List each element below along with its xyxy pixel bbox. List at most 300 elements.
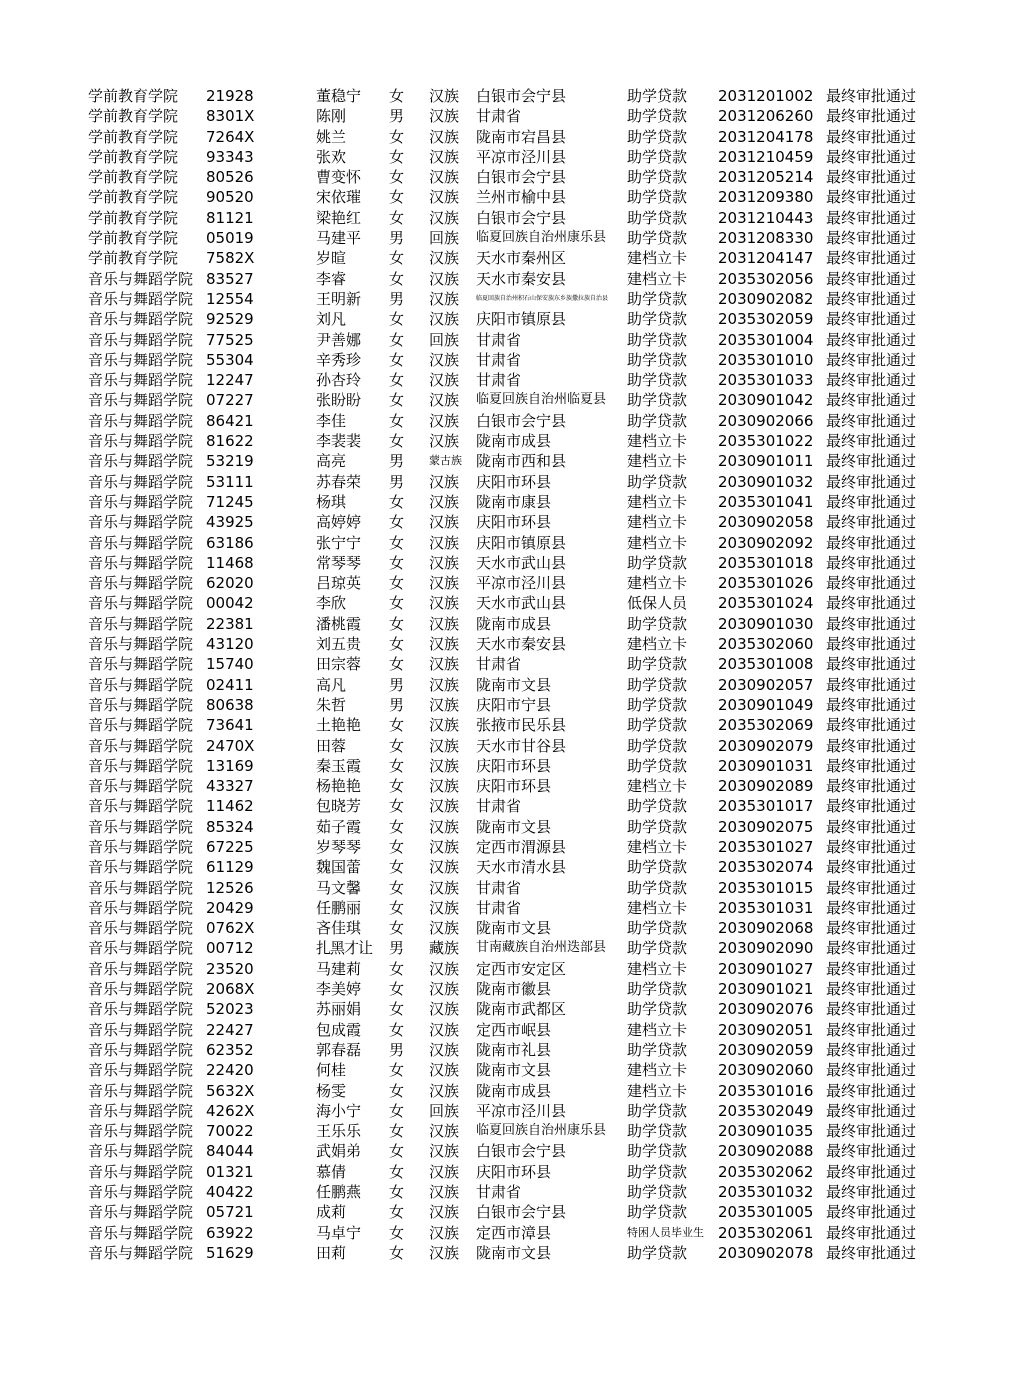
table-row	[88, 979, 948, 999]
cell-type: 建档立卡	[627, 513, 688, 532]
cell-college: 音乐与舞蹈学院	[88, 350, 194, 369]
cell-place: 庆阳市环县	[476, 756, 552, 775]
cell-gender: 女	[389, 878, 405, 897]
cell-type: 助学贷款	[627, 939, 688, 958]
cell-college: 音乐与舞蹈学院	[88, 1203, 194, 1222]
cell-gender: 女	[389, 817, 405, 836]
cell-name: 刘五贵	[316, 635, 362, 654]
cell-type: 助学贷款	[627, 411, 688, 430]
cell-place: 天水市甘谷县	[476, 736, 567, 755]
cell-name: 孙杏玲	[316, 371, 362, 390]
cell-name: 曹变怀	[316, 168, 362, 187]
table-row	[88, 736, 948, 756]
cell-place: 陇南市宕昌县	[476, 127, 567, 146]
cell-place: 天水市秦安县	[476, 635, 567, 654]
cell-nation: 汉族	[429, 87, 460, 105]
table-row	[88, 248, 948, 268]
cell-type: 助学贷款	[627, 391, 688, 410]
cell-type: 助学贷款	[627, 1142, 688, 1161]
cell-code: 2030902066	[718, 411, 814, 430]
cell-name: 田宗蓉	[316, 655, 362, 674]
cell-status: 最终审批通过	[826, 1000, 917, 1019]
cell-id: 0762X	[206, 919, 255, 938]
cell-id: 22381	[206, 614, 254, 633]
cell-name: 张宁宁	[316, 533, 362, 552]
cell-status: 最终审批通过	[826, 229, 917, 248]
cell-status: 最终审批通过	[826, 432, 917, 451]
cell-id: 12247	[206, 371, 254, 390]
cell-nation: 汉族	[429, 797, 460, 816]
cell-place: 白银市会宁县	[476, 168, 567, 187]
cell-gender: 男	[389, 452, 405, 471]
cell-place: 兰州市榆中县	[476, 188, 567, 207]
cell-id: 21928	[206, 87, 254, 105]
table-row	[88, 187, 948, 207]
table-row	[88, 614, 948, 634]
cell-type: 特困人员毕业生	[627, 1225, 704, 1239]
cell-id: 7582X	[206, 249, 255, 268]
cell-place: 甘南藏族自治州迭部县	[476, 940, 607, 956]
cell-status: 最终审批通过	[826, 107, 917, 126]
cell-place: 陇南市成县	[476, 614, 552, 633]
table-row	[88, 1040, 948, 1060]
cell-place: 甘肃省	[476, 330, 522, 349]
cell-type: 建档立卡	[627, 777, 688, 796]
cell-nation: 汉族	[429, 898, 460, 917]
cell-code: 2030901030	[718, 614, 814, 633]
cell-college: 音乐与舞蹈学院	[88, 919, 194, 938]
cell-id: 43925	[206, 513, 254, 532]
cell-place: 甘肃省	[476, 898, 522, 917]
cell-name: 李睿	[316, 269, 347, 288]
cell-gender: 男	[389, 695, 405, 714]
cell-nation: 汉族	[429, 594, 460, 613]
cell-code: 2035302074	[718, 858, 814, 877]
cell-type: 助学贷款	[627, 655, 688, 674]
cell-name: 张欢	[316, 147, 347, 166]
cell-id: 84044	[206, 1142, 254, 1161]
cell-code: 2035301031	[718, 898, 814, 917]
table-row	[88, 431, 948, 451]
cell-code: 2035301010	[718, 350, 814, 369]
table-row	[88, 918, 948, 938]
cell-gender: 女	[389, 1081, 405, 1100]
cell-status: 最终审批通过	[826, 1203, 917, 1222]
table-row	[88, 756, 948, 776]
cell-college: 音乐与舞蹈学院	[88, 310, 194, 329]
cell-gender: 女	[389, 574, 405, 593]
cell-gender: 女	[389, 858, 405, 877]
cell-id: 05721	[206, 1203, 254, 1222]
cell-place: 平凉市泾川县	[476, 1101, 567, 1120]
cell-type: 助学贷款	[627, 229, 688, 248]
cell-college: 音乐与舞蹈学院	[88, 1000, 194, 1019]
cell-college: 音乐与舞蹈学院	[88, 289, 194, 308]
cell-type: 助学贷款	[627, 756, 688, 775]
cell-code: 2030901049	[718, 695, 814, 714]
cell-gender: 女	[389, 1061, 405, 1080]
cell-type: 低保人员	[627, 594, 688, 613]
cell-status: 最终审批通过	[826, 1081, 917, 1100]
cell-nation: 汉族	[429, 1223, 460, 1242]
cell-name: 吝佳琪	[316, 919, 362, 938]
cell-id: 81121	[206, 208, 254, 227]
cell-code: 2035301008	[718, 655, 814, 674]
cell-nation: 回族	[429, 330, 460, 349]
cell-status: 最终审批通过	[826, 837, 917, 856]
table-row	[88, 938, 948, 958]
table-row	[88, 208, 948, 228]
cell-status: 最终审批通过	[826, 736, 917, 755]
cell-nation: 汉族	[429, 1020, 460, 1039]
cell-nation: 汉族	[429, 614, 460, 633]
cell-gender: 女	[389, 350, 405, 369]
table-row	[88, 959, 948, 979]
cell-code: 2030902076	[718, 1000, 814, 1019]
cell-nation: 汉族	[429, 1122, 460, 1141]
cell-college: 音乐与舞蹈学院	[88, 959, 194, 978]
cell-nation: 汉族	[429, 695, 460, 714]
cell-college: 音乐与舞蹈学院	[88, 553, 194, 572]
cell-type: 助学贷款	[627, 1101, 688, 1120]
cell-code: 2030902058	[718, 513, 814, 532]
cell-type: 助学贷款	[627, 675, 688, 694]
cell-place: 甘肃省	[476, 107, 522, 126]
cell-type: 助学贷款	[627, 330, 688, 349]
cell-nation: 汉族	[429, 289, 460, 308]
cell-code: 2030902088	[718, 1142, 814, 1161]
cell-name: 李佳	[316, 411, 347, 430]
cell-id: 86421	[206, 411, 254, 430]
cell-type: 助学贷款	[627, 553, 688, 572]
cell-status: 最终审批通过	[826, 817, 917, 836]
table-row	[88, 715, 948, 735]
cell-type: 建档立卡	[627, 1081, 688, 1100]
cell-name: 辛秀珍	[316, 350, 362, 369]
cell-name: 马建莉	[316, 959, 362, 978]
cell-type: 助学贷款	[627, 350, 688, 369]
table-row	[88, 837, 948, 857]
cell-id: 62020	[206, 574, 254, 593]
cell-nation: 汉族	[429, 310, 460, 329]
cell-type: 助学贷款	[627, 736, 688, 755]
cell-college: 音乐与舞蹈学院	[88, 452, 194, 471]
cell-gender: 女	[389, 1203, 405, 1222]
cell-type: 助学贷款	[627, 614, 688, 633]
cell-place: 陇南市礼县	[476, 1040, 552, 1059]
cell-place: 庆阳市环县	[476, 513, 552, 532]
cell-gender: 女	[389, 898, 405, 917]
cell-place: 甘肃省	[476, 878, 522, 897]
cell-gender: 女	[389, 492, 405, 511]
cell-status: 最终审批通过	[826, 371, 917, 390]
cell-status: 最终审批通过	[826, 87, 917, 105]
cell-code: 2035301015	[718, 878, 814, 897]
cell-type: 建档立卡	[627, 635, 688, 654]
cell-code: 2035301024	[718, 594, 814, 613]
cell-college: 音乐与舞蹈学院	[88, 858, 194, 877]
cell-place: 陇南市成县	[476, 432, 552, 451]
cell-status: 最终审批通过	[826, 939, 917, 958]
cell-id: 02411	[206, 675, 254, 694]
cell-type: 助学贷款	[627, 1000, 688, 1019]
cell-name: 李裴裴	[316, 432, 362, 451]
cell-id: 07227	[206, 391, 254, 410]
cell-type: 助学贷款	[627, 695, 688, 714]
cell-place: 白银市会宁县	[476, 1142, 567, 1161]
cell-place: 陇南市徽县	[476, 980, 552, 999]
cell-name: 张盼盼	[316, 391, 362, 410]
cell-id: 52023	[206, 1000, 254, 1019]
cell-college: 学前教育学院	[88, 229, 179, 248]
cell-code: 2031209380	[718, 188, 814, 207]
cell-status: 最终审批通过	[826, 716, 917, 735]
cell-college: 音乐与舞蹈学院	[88, 1122, 194, 1141]
cell-nation: 汉族	[429, 492, 460, 511]
cell-name: 李美婷	[316, 980, 362, 999]
cell-id: 4262X	[206, 1101, 255, 1120]
cell-type: 助学贷款	[627, 310, 688, 329]
cell-id: 2470X	[206, 736, 255, 755]
cell-college: 音乐与舞蹈学院	[88, 330, 194, 349]
cell-id: 12526	[206, 878, 254, 897]
table-row	[88, 898, 948, 918]
cell-status: 最终审批通过	[826, 208, 917, 227]
cell-type: 助学贷款	[627, 817, 688, 836]
cell-status: 最终审批通过	[826, 980, 917, 999]
cell-college: 音乐与舞蹈学院	[88, 756, 194, 775]
cell-gender: 女	[389, 1020, 405, 1039]
cell-code: 2030902060	[718, 1061, 814, 1080]
cell-nation: 汉族	[429, 574, 460, 593]
cell-id: 83527	[206, 269, 254, 288]
cell-name: 王乐乐	[316, 1122, 362, 1141]
cell-code: 2030902075	[718, 817, 814, 836]
cell-gender: 女	[389, 87, 405, 105]
cell-gender: 女	[389, 513, 405, 532]
cell-place: 平凉市泾川县	[476, 574, 567, 593]
cell-college: 音乐与舞蹈学院	[88, 878, 194, 897]
cell-gender: 女	[389, 432, 405, 451]
cell-gender: 男	[389, 472, 405, 491]
cell-place: 庆阳市镇原县	[476, 310, 567, 329]
cell-code: 2030902089	[718, 777, 814, 796]
cell-place: 定西市安定区	[476, 959, 567, 978]
cell-place: 白银市会宁县	[476, 208, 567, 227]
cell-code: 2035301016	[718, 1081, 814, 1100]
cell-gender: 女	[389, 756, 405, 775]
cell-name: 姚兰	[316, 127, 347, 146]
cell-type: 助学贷款	[627, 1203, 688, 1222]
cell-nation: 汉族	[429, 1243, 460, 1262]
cell-code: 2030902078	[718, 1243, 814, 1262]
cell-nation: 汉族	[429, 208, 460, 227]
cell-code: 2035301041	[718, 492, 814, 511]
cell-name: 田莉	[316, 1243, 347, 1262]
cell-nation: 汉族	[429, 878, 460, 897]
cell-name: 成莉	[316, 1203, 347, 1222]
cell-place: 庆阳市环县	[476, 777, 552, 796]
cell-id: 8301X	[206, 107, 255, 126]
cell-place: 白银市会宁县	[476, 1203, 567, 1222]
table-row	[88, 593, 948, 613]
cell-place: 陇南市康县	[476, 492, 552, 511]
cell-gender: 女	[389, 188, 405, 207]
cell-code: 2035302061	[718, 1223, 814, 1242]
cell-code: 2031210459	[718, 147, 814, 166]
cell-id: 22420	[206, 1061, 254, 1080]
cell-code: 2030902092	[718, 533, 814, 552]
cell-college: 音乐与舞蹈学院	[88, 1020, 194, 1039]
cell-name: 刘凡	[316, 310, 347, 329]
cell-gender: 男	[389, 289, 405, 308]
cell-id: 53219	[206, 452, 254, 471]
cell-status: 最终审批通过	[826, 675, 917, 694]
table-row	[88, 492, 948, 512]
cell-gender: 女	[389, 614, 405, 633]
cell-type: 助学贷款	[627, 371, 688, 390]
cell-id: 22427	[206, 1020, 254, 1039]
cell-college: 学前教育学院	[88, 127, 179, 146]
cell-name: 苏春荣	[316, 472, 362, 491]
cell-gender: 女	[389, 208, 405, 227]
cell-gender: 女	[389, 1243, 405, 1262]
cell-college: 音乐与舞蹈学院	[88, 391, 194, 410]
cell-name: 马建平	[316, 229, 362, 248]
table-row	[88, 228, 948, 248]
cell-nation: 汉族	[429, 1162, 460, 1181]
cell-status: 最终审批通过	[826, 249, 917, 268]
cell-name: 常琴琴	[316, 553, 362, 572]
table-row	[88, 289, 948, 309]
cell-gender: 男	[389, 1040, 405, 1059]
table-row	[88, 330, 948, 350]
cell-name: 扎黑才让	[316, 939, 373, 958]
cell-status: 最终审批通过	[826, 1183, 917, 1202]
cell-place: 定西市岷县	[476, 1020, 552, 1039]
cell-college: 音乐与舞蹈学院	[88, 898, 194, 917]
cell-college: 音乐与舞蹈学院	[88, 980, 194, 999]
cell-college: 音乐与舞蹈学院	[88, 695, 194, 714]
cell-status: 最终审批通过	[826, 1162, 917, 1181]
cell-nation: 回族	[429, 229, 460, 248]
cell-college: 音乐与舞蹈学院	[88, 594, 194, 613]
cell-name: 慕倩	[316, 1162, 347, 1181]
cell-nation: 汉族	[429, 635, 460, 654]
cell-place: 陇南市文县	[476, 1061, 552, 1080]
cell-id: 13169	[206, 756, 254, 775]
cell-nation: 汉族	[429, 1061, 460, 1080]
cell-college: 音乐与舞蹈学院	[88, 574, 194, 593]
cell-college: 音乐与舞蹈学院	[88, 492, 194, 511]
cell-place: 甘肃省	[476, 371, 522, 390]
cell-type: 建档立卡	[627, 452, 688, 471]
cell-id: 2068X	[206, 980, 255, 999]
cell-place: 陇南市文县	[476, 817, 552, 836]
cell-nation: 汉族	[429, 533, 460, 552]
cell-status: 最终审批通过	[826, 127, 917, 146]
cell-college: 学前教育学院	[88, 147, 179, 166]
cell-college: 音乐与舞蹈学院	[88, 797, 194, 816]
cell-type: 建档立卡	[627, 959, 688, 978]
cell-gender: 女	[389, 411, 405, 430]
cell-code: 2031210443	[718, 208, 814, 227]
cell-id: 00042	[206, 594, 254, 613]
cell-code: 2035301022	[718, 432, 814, 451]
cell-status: 最终审批通过	[826, 777, 917, 796]
cell-code: 2031206260	[718, 107, 814, 126]
table-row	[88, 512, 948, 532]
cell-id: 51629	[206, 1243, 254, 1262]
cell-gender: 女	[389, 371, 405, 390]
approval-list	[88, 86, 948, 1263]
cell-place: 天水市清水县	[476, 858, 567, 877]
cell-type: 建档立卡	[627, 533, 688, 552]
cell-status: 最终审批通过	[826, 1020, 917, 1039]
cell-code: 2030901021	[718, 980, 814, 999]
cell-college: 音乐与舞蹈学院	[88, 371, 194, 390]
cell-nation: 汉族	[429, 127, 460, 146]
cell-nation: 汉族	[429, 817, 460, 836]
cell-college: 音乐与舞蹈学院	[88, 513, 194, 532]
cell-code: 2035301018	[718, 553, 814, 572]
cell-nation: 汉族	[429, 1142, 460, 1161]
cell-college: 音乐与舞蹈学院	[88, 472, 194, 491]
cell-nation: 汉族	[429, 249, 460, 268]
cell-type: 建档立卡	[627, 574, 688, 593]
table-row	[88, 1101, 948, 1121]
cell-type: 助学贷款	[627, 107, 688, 126]
cell-type: 助学贷款	[627, 188, 688, 207]
table-row	[88, 776, 948, 796]
table-row	[88, 1202, 948, 1222]
cell-status: 最终审批通过	[826, 553, 917, 572]
table-row	[88, 1162, 948, 1182]
cell-gender: 女	[389, 1142, 405, 1161]
cell-status: 最终审批通过	[826, 1243, 917, 1262]
cell-status: 最终审批通过	[826, 655, 917, 674]
table-row	[88, 878, 948, 898]
cell-type: 建档立卡	[627, 898, 688, 917]
table-row	[88, 817, 948, 837]
cell-place: 庆阳市环县	[476, 1162, 552, 1181]
cell-code: 2030902059	[718, 1040, 814, 1059]
cell-nation: 汉族	[429, 411, 460, 430]
cell-id: 62352	[206, 1040, 254, 1059]
cell-code: 2035302060	[718, 635, 814, 654]
cell-status: 最终审批通过	[826, 635, 917, 654]
cell-status: 最终审批通过	[826, 310, 917, 329]
cell-code: 2035301017	[718, 797, 814, 816]
cell-nation: 汉族	[429, 756, 460, 775]
cell-status: 最终审批通过	[826, 1101, 917, 1120]
cell-type: 助学贷款	[627, 1243, 688, 1262]
cell-code: 2030901042	[718, 391, 814, 410]
cell-name: 土艳艳	[316, 716, 362, 735]
cell-type: 助学贷款	[627, 980, 688, 999]
cell-name: 杨艳艳	[316, 777, 362, 796]
cell-status: 最终审批通过	[826, 513, 917, 532]
cell-code: 2035301005	[718, 1203, 814, 1222]
cell-college: 音乐与舞蹈学院	[88, 716, 194, 735]
cell-place: 甘肃省	[476, 655, 522, 674]
cell-name: 杨雯	[316, 1081, 347, 1100]
cell-gender: 女	[389, 330, 405, 349]
cell-name: 何桂	[316, 1061, 347, 1080]
cell-status: 最终审批通过	[826, 695, 917, 714]
table-row	[88, 1141, 948, 1161]
cell-code: 2035302056	[718, 269, 814, 288]
